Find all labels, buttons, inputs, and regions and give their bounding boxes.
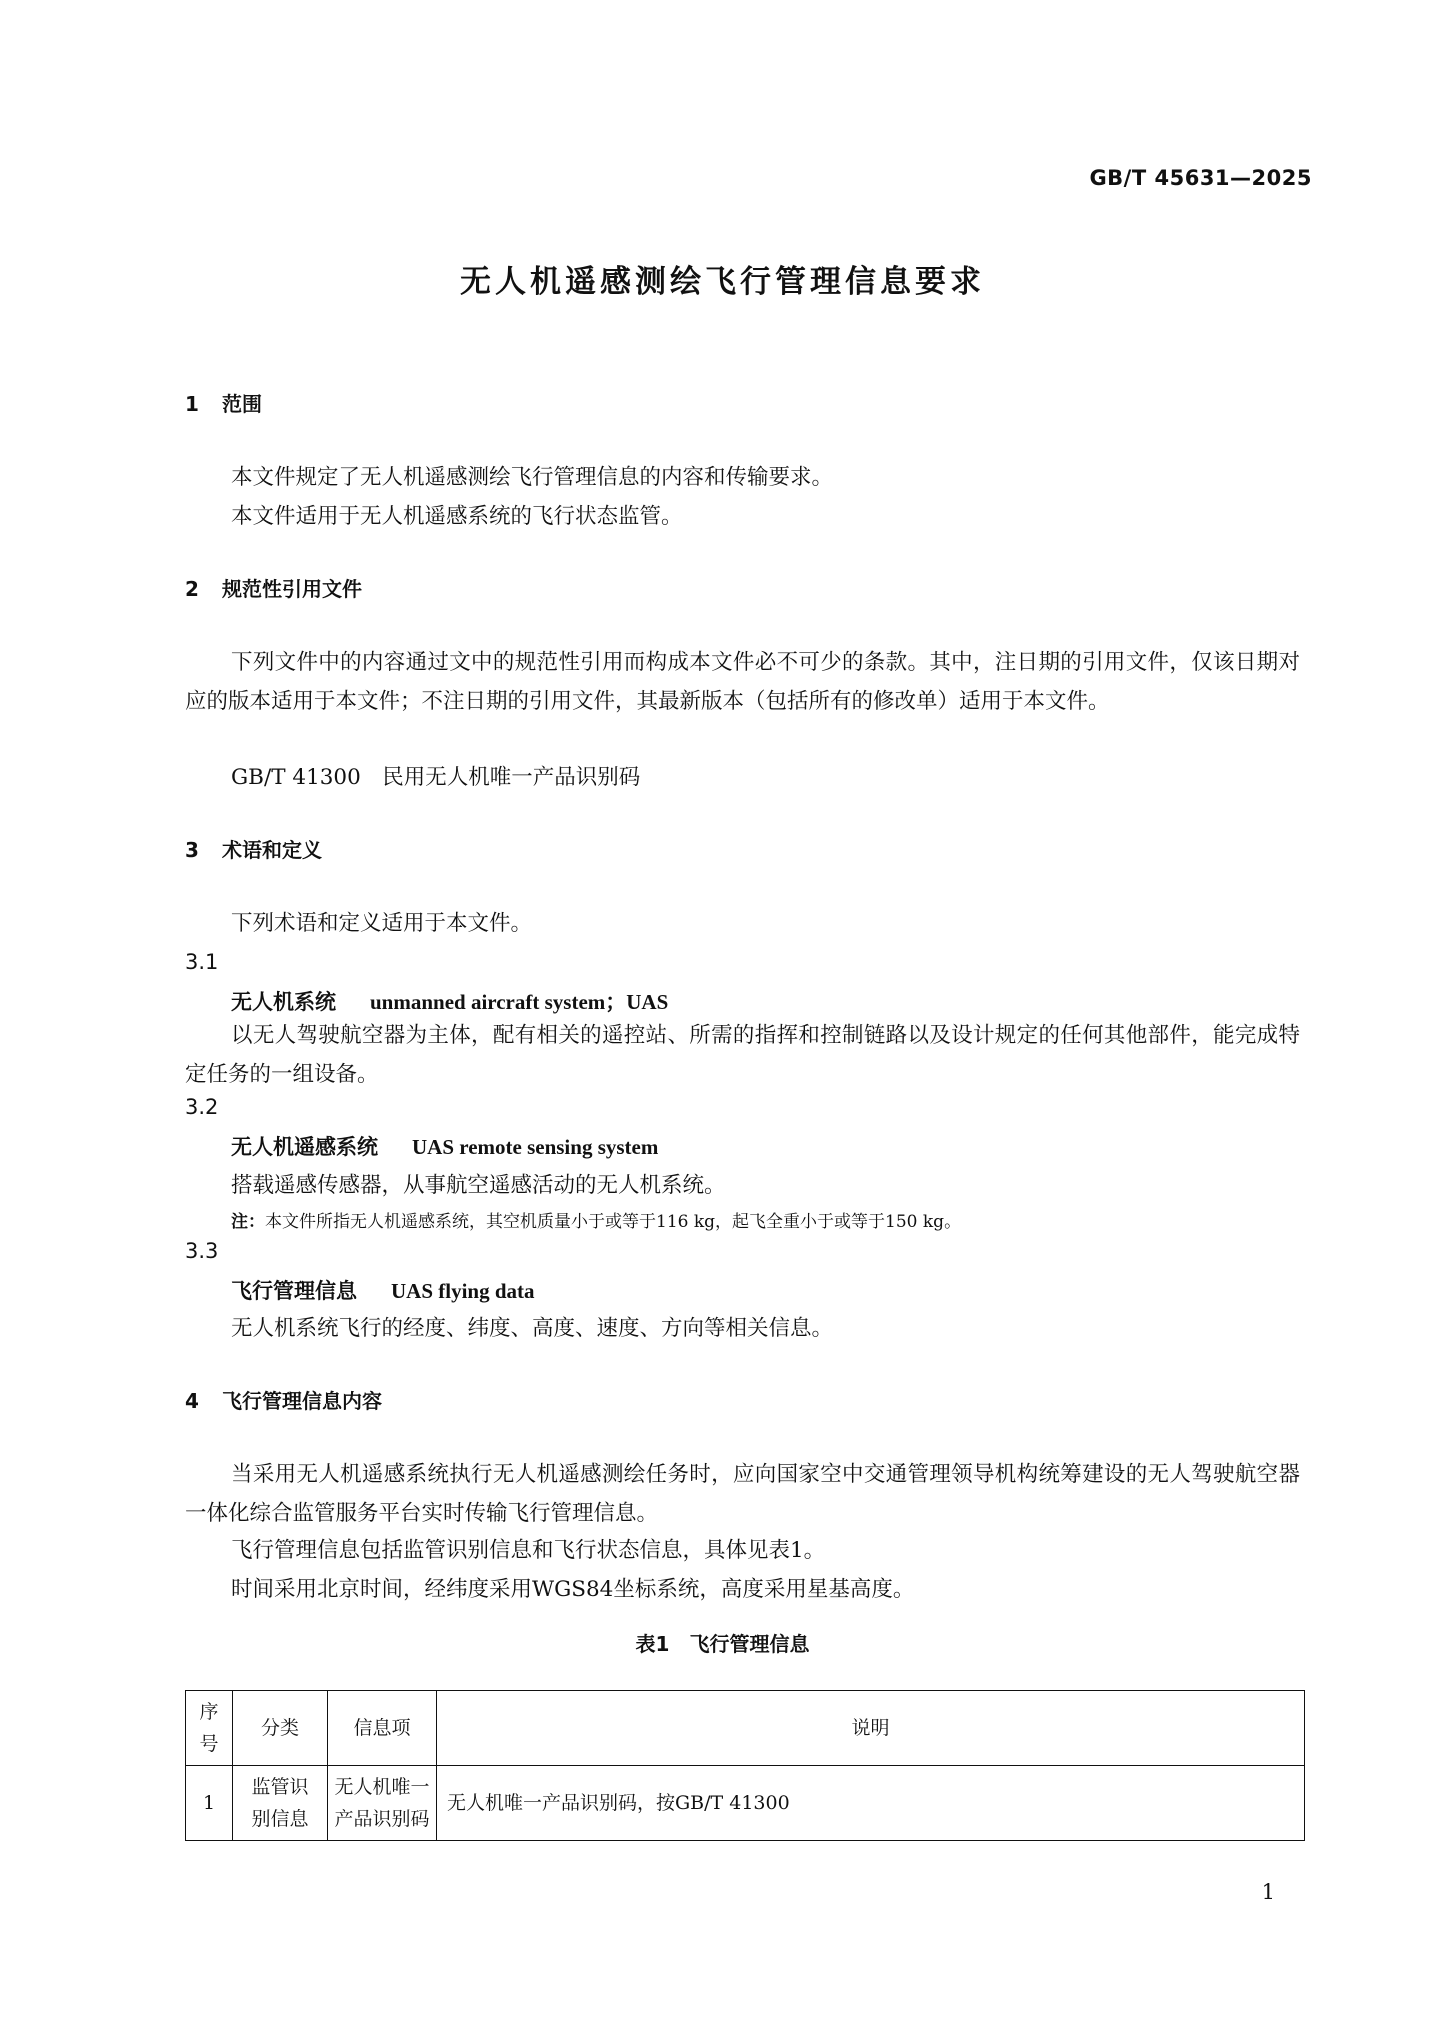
- term-en: UAS flying data: [391, 1279, 535, 1303]
- cell-item: [328, 1766, 437, 1841]
- paragraph: 下列术语和定义适用于本文件。: [231, 911, 533, 936]
- note-label: 注：: [231, 1212, 265, 1232]
- term-definition: 以无人驾驶航空器为主体，配有相关的遥控站、所需的指挥和控制链路以及设计规定的任何其他部件，能完成特定任务的一组设备。: [185, 1023, 1300, 1087]
- note-text: 本文件所指无人机遥感系统，其空机质量小于或等于116 kg，起飞全重小于或等于150 kg。: [265, 1212, 962, 1232]
- section-number: 2: [185, 577, 199, 601]
- section-title: 飞行管理信息内容: [222, 1389, 382, 1413]
- flight-info-table: [185, 1690, 1305, 1841]
- section-1-heading: [185, 388, 262, 417]
- cell-category-line2: 别信息: [251, 1808, 309, 1830]
- paragraph: 下列文件中的内容通过文中的规范性引用而构成本文件必不可少的条款。其中，注日期的引用文件，仅该日期对应的版本适用于本文件；不注日期的引用文件，其最新版本（包括所有的修改单）适用于本文件。: [185, 650, 1300, 714]
- normative-reference: GB/T 41300 民用无人机唯一产品识别码: [231, 765, 641, 790]
- table-header-row: [186, 1691, 1305, 1766]
- cell-item-line2: 产品识别码: [334, 1808, 430, 1830]
- section-4-heading: [185, 1385, 382, 1414]
- term-en: unmanned aircraft system；UAS: [370, 990, 669, 1014]
- term-zh: 无人机系统: [231, 989, 336, 1014]
- table-title: 表1 飞行管理信息: [635, 1632, 810, 1656]
- term-zh: 无人机遥感系统: [231, 1134, 378, 1159]
- term-number: 3.1: [185, 950, 219, 974]
- term-number: 3.2: [185, 1095, 219, 1119]
- section-title: 规范性引用文件: [222, 577, 362, 601]
- cell-category: [233, 1766, 328, 1841]
- header-seq: [186, 1691, 233, 1766]
- header-desc: 说明: [437, 1691, 1305, 1766]
- term-definition: 搭载遥感传感器，从事航空遥感活动的无人机系统。: [231, 1173, 726, 1198]
- section-title: 范围: [222, 392, 262, 416]
- section-2-heading: [185, 573, 362, 602]
- paragraph: 时间采用北京时间，经纬度采用WGS84坐标系统，高度采用星基高度。: [231, 1577, 915, 1602]
- section-3-heading: [185, 834, 322, 863]
- paragraph: 当采用无人机遥感系统执行无人机遥感测绘任务时，应向国家空中交通管理领导机构统筹建设的无人驾驶航空器一体化综合监管服务平台实时传输飞行管理信息。: [185, 1462, 1300, 1526]
- cell-item-line1: 无人机唯一: [334, 1776, 430, 1798]
- document-title: 无人机遥感测绘飞行管理信息要求: [460, 264, 985, 300]
- section-number: 1: [185, 392, 199, 416]
- paragraph: 本文件适用于无人机遥感系统的飞行状态监管。: [231, 504, 683, 529]
- header-item: 信息项: [328, 1691, 437, 1766]
- cell-seq: 1: [186, 1766, 233, 1841]
- header-seq-line1: 序: [199, 1701, 219, 1723]
- paragraph: 本文件规定了无人机遥感测绘飞行管理信息的内容和传输要求。: [231, 465, 834, 490]
- term-heading: [231, 986, 668, 1016]
- cell-category-line1: 监管识: [251, 1776, 309, 1798]
- header-seq-line2: 号: [199, 1733, 219, 1755]
- header-category: 分类: [233, 1691, 328, 1766]
- section-title: 术语和定义: [222, 838, 322, 862]
- cell-desc: 无人机唯一产品识别码，按GB/T 41300: [437, 1766, 1305, 1841]
- term-note: [231, 1207, 961, 1232]
- section-number: 4: [185, 1389, 199, 1413]
- term-heading: [231, 1131, 658, 1161]
- standard-code: GB/T 45631—2025: [1089, 166, 1312, 190]
- term-number: 3.3: [185, 1239, 219, 1263]
- term-definition: 无人机系统飞行的经度、纬度、高度、速度、方向等相关信息。: [231, 1316, 834, 1341]
- table-row: [186, 1766, 1305, 1841]
- paragraph: 飞行管理信息包括监管识别信息和飞行状态信息，具体见表1。: [231, 1538, 826, 1563]
- term-en: UAS remote sensing system: [412, 1135, 659, 1159]
- section-number: 3: [185, 838, 199, 862]
- term-zh: 飞行管理信息: [231, 1278, 357, 1303]
- term-heading: [231, 1275, 535, 1305]
- page-number: 1: [1261, 1880, 1275, 1904]
